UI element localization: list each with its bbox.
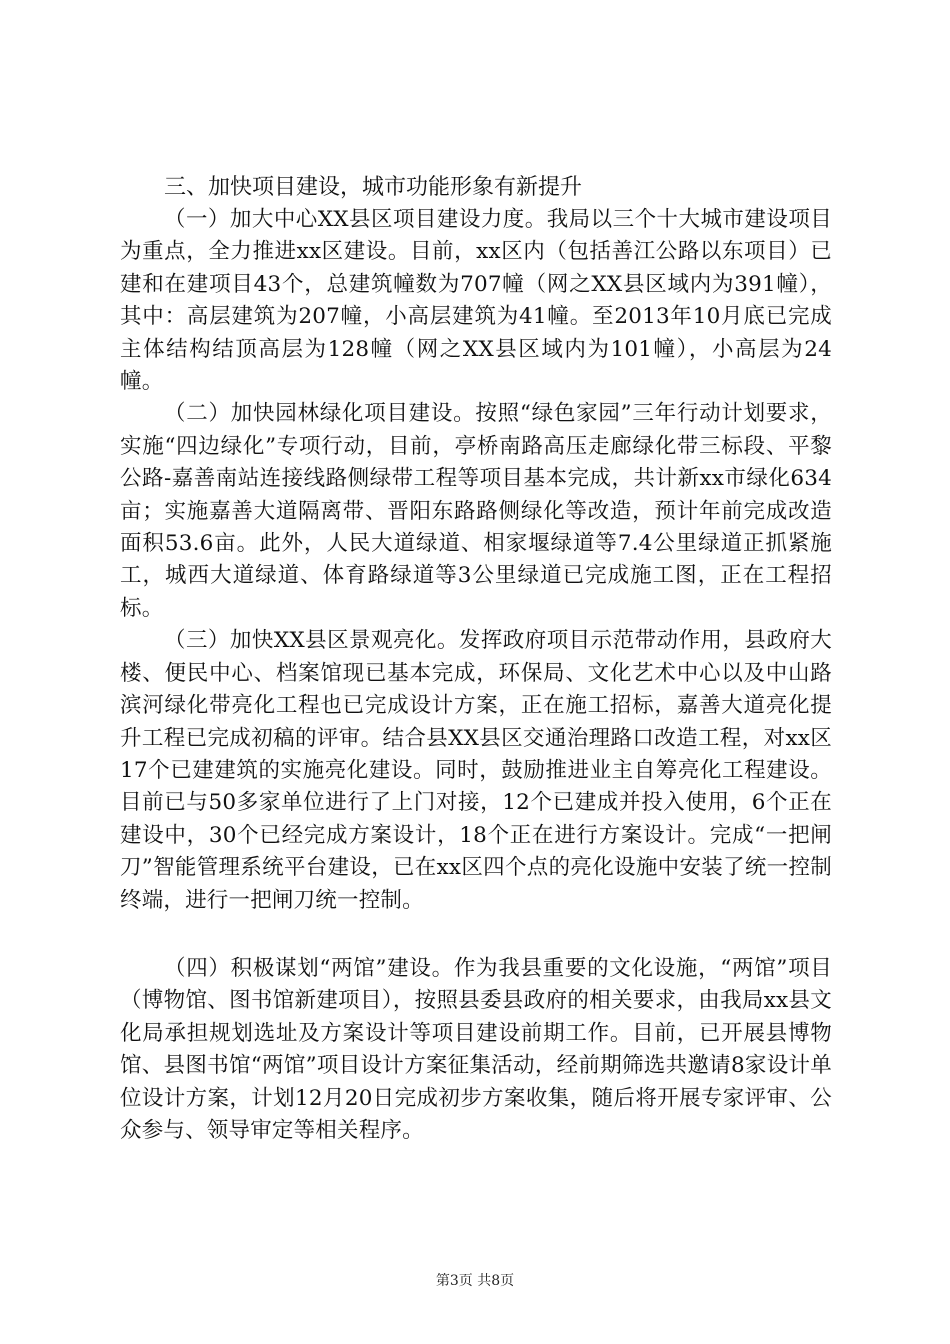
paragraph-4: （四）积极谋划“两馆”建设。作为我县重要的文化设施，“两馆”项目（博物馆、图书馆新建项目），按照县委县政府的相关要求，由我局xx县文化局承担规划选址及方案设计等项目建设前期工作。目前，已开展县博物馆、县图书馆“两馆”项目设计方案征集活动，经前期筛选共邀请8家设计单位设计方案，计划12月20日完成初步方案收集，随后将开展专家评审、公众参与、领导审定等相关程序。: [120, 955, 832, 1143]
section-heading: 三、加快项目建设，城市功能形象有新提升: [164, 175, 583, 200]
paragraph-3: （三）加快XX县区景观亮化。发挥政府项目示范带动作用，县政府大楼、便民中心、档案馆现已基本完成，环保局、文化艺术中心以及中山路滨河绿化带亮化工程也已完成设计方案，正在施工招标，嘉善大道亮化提升工程已完成初稿的评审。结合县XX县区交通治理路口改造工程，对xx区17个已建建筑的实施亮化建设。同时，鼓励推进业主自筹亮化工程建设。目前已与50多家单位进行了上门对接，12个已建成并投入使用，6个正在建设中，30个已经完成方案设计，18个正在进行方案设计。完成“一把闸刀”智能管理系统平台建设，已在xx区四个点的亮化设施中安装了统一控制终端，进行一把闸刀统一控制。: [120, 628, 832, 913]
document-body: [120, 172, 832, 1147]
paragraph-spacer: [120, 917, 832, 953]
paragraph-2: （二）加快园林绿化项目建设。按照“绿色家园”三年行动计划要求，实施“四边绿化”专项行动，目前，亭桥南路高压走廊绿化带三标段、平黎公路-嘉善南站连接线路侧绿带工程等项目基本完成，共计新xx市绿化634亩；实施嘉善大道隔离带、晋阳东路路侧绿化等改造，预计年前完成改造面积53.6亩。此外，人民大道绿道、相家堰绿道等7.4公里绿道正抓紧施工，城西大道绿道、体育路绿道等3公里绿道已完成施工图，正在工程招标。: [120, 401, 832, 621]
paragraph-1: （一）加大中心XX县区项目建设力度。我局以三个十大城市建设项目为重点，全力推进xx区建设。目前，xx区内（包括善江公路以东项目）已建和在建项目43个，总建筑幢数为707幢（网之XX县区域内为391幢），其中：高层建筑为207幢，小高层建筑为41幢。至2013年10月底已完成主体结构结顶高层为128幢（网之XX县区域内为101幢），小高层为24幢。: [120, 207, 832, 395]
page-footer: 第3页 共8页: [435, 1273, 515, 1289]
